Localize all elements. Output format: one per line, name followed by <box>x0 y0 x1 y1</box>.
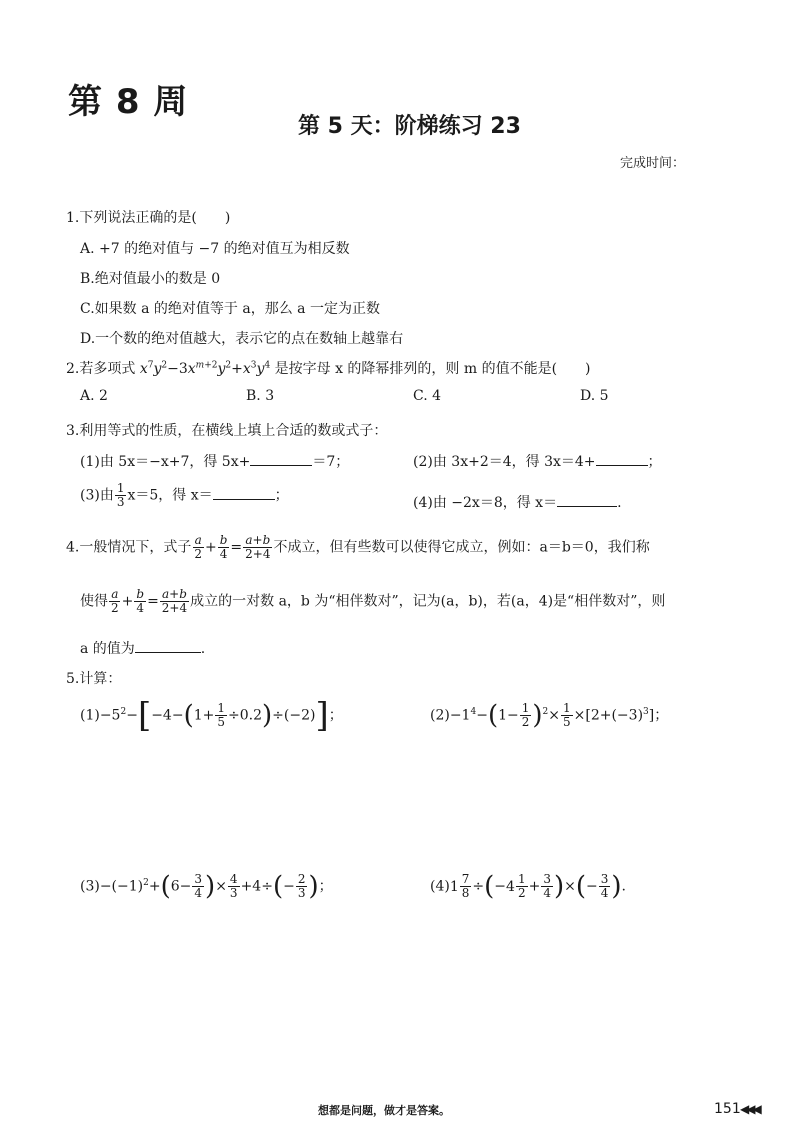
footer-motto: 想都是问题，做才是答案。 <box>318 1104 450 1117</box>
answer-blank[interactable] <box>596 451 648 466</box>
q5-expression-1: $(1)-5^2-[-4-(1+$ $\frac{1}{5}$ ÷0.2)÷(−2)]； <box>80 695 343 736</box>
q2-option-b: B. 3 <box>246 388 275 404</box>
fraction-b-over-4: $\frac{b}{4}$ <box>219 533 228 561</box>
week-heading: 第 8 周 <box>68 82 189 122</box>
q4-line-1-tail: 不成立，但有些数可以使得它成立，例如：a＝b＝0，我们称 <box>273 539 650 556</box>
q2-option-a: A. 2 <box>80 388 108 404</box>
double-chevron-left-icon: ◀◀◀ <box>740 1102 759 1116</box>
fraction-a-over-2: $\frac{a}{2}$ <box>111 587 119 615</box>
page-number: 151 <box>714 1101 741 1117</box>
q3-part-1-text: (1)由 5x＝−x+7，得 5x+ <box>80 454 251 470</box>
fraction-b-over-4: $\frac{b}{4}$ <box>136 587 145 615</box>
q4-line-1-text: 4.一般情况下，式子 <box>66 539 192 556</box>
q5-stem: 5.计算： <box>66 671 122 687</box>
answer-blank[interactable] <box>557 492 617 507</box>
day-title: 第 5 天：阶梯练习 23 <box>298 114 521 139</box>
answer-blank[interactable] <box>213 485 275 500</box>
q4-line-2: 使得 $\frac{a}{2}$ + $\frac{b}{4}$ = $\frac{a+b}{2+4}$ 成立的一对数 a，b 为“相伴数对”，记为(a，b)，若(a，4)是“相伴数对”，则 <box>80 587 666 615</box>
q4-line-3 <box>80 638 205 658</box>
q2-option-d: D. 5 <box>580 388 609 404</box>
fraction-one-third: $\frac{1}{3}$ <box>116 481 125 509</box>
q2-stem <box>66 358 591 378</box>
q3-part-4-tail: . <box>617 495 622 511</box>
answer-blank[interactable] <box>250 451 312 466</box>
q3-part-3 <box>80 482 289 509</box>
q4-line-3-text: a 的值为 <box>80 641 135 657</box>
q4-line-2-tail: 成立的一对数 a，b 为“相伴数对”，记为(a，b)，若(a，4)是“相伴数对”，则 <box>190 593 666 610</box>
q3-part-4-text: (4)由 −2x＝8，得 x＝ <box>413 495 558 511</box>
q3-part-1-tail: ＝7； <box>312 454 350 470</box>
q5-expression-3: $(3)-(-1)^2+(6-$ $\frac{3}{4}$ )× $\frac{4}{3}$ +4÷(− $\frac{2}{3}$ )； <box>80 871 333 902</box>
q3-part-3-text: (3)由 <box>80 487 114 504</box>
q2-prefix: 2.若多项式 <box>66 361 136 377</box>
q3-part-3-mid: x＝5，得 x＝ <box>127 487 213 504</box>
fraction-a-over-2: $\frac{a}{2}$ <box>194 533 202 561</box>
fraction-sum: $\frac{a+b}{2+4}$ <box>161 587 188 615</box>
q1-option-d: D.一个数的绝对值越大，表示它的点在数轴上越靠右 <box>80 331 404 347</box>
q3-part-2 <box>413 451 662 471</box>
q4-line-3-tail: . <box>200 641 206 657</box>
q1-option-c: C.如果数 a 的绝对值等于 a，那么 a 一定为正数 <box>80 301 380 317</box>
fraction-sum: $\frac{a+b}{2+4}$ <box>245 533 271 561</box>
q5-expression-2: $(2)-1^4-(1-$ $\frac{1}{2}$ )$^2$× $\frac{1}{5}$ $\times[2+(-3)^3]$； <box>430 700 669 731</box>
q2-suffix: 是按字母 x 的降幂排列的，则 m 的值不能是( ) <box>274 361 591 377</box>
completion-time-label: 完成时间： <box>620 156 686 171</box>
q1-stem: 1.下列说法正确的是( ) <box>66 210 231 226</box>
answer-blank[interactable] <box>135 638 201 653</box>
q1-option-a: A. +7 的绝对值与 −7 的绝对值互为相反数 <box>80 241 350 257</box>
q3-part-2-tail: ； <box>647 454 662 470</box>
q3-part-2-text: (2)由 3x+2＝4，得 3x＝4+ <box>413 454 596 470</box>
q5-expression-4: (4)1 $\frac{7}{8}$ ÷(−4 $\frac{1}{2}$ + $\frac{3}{4}$ )×(− $\frac{3}{4}$ ). <box>430 871 626 902</box>
q1-option-b: B.绝对值最小的数是 0 <box>80 271 221 287</box>
q3-part-1 <box>80 451 349 471</box>
q2-polynomial: $x^7y^2-3x^{m+2}y^2+x^3y^4$ <box>139 360 271 377</box>
q4-line-2-text: 使得 <box>80 593 108 610</box>
q3-stem: 3.利用等式的性质，在横线上填上合适的数或式子： <box>66 423 388 439</box>
q3-part-4 <box>413 492 622 512</box>
q2-option-c: C. 4 <box>413 388 442 404</box>
q4-line-1: 4.一般情况下，式子 $\frac{a}{2}$ + $\frac{b}{4}$ = $\frac{a+b}{2+4}$ 不成立，但有些数可以使得它成立，例如：a＝b＝0，我们称 <box>66 533 650 561</box>
q3-part-3-tail: ； <box>274 487 289 504</box>
